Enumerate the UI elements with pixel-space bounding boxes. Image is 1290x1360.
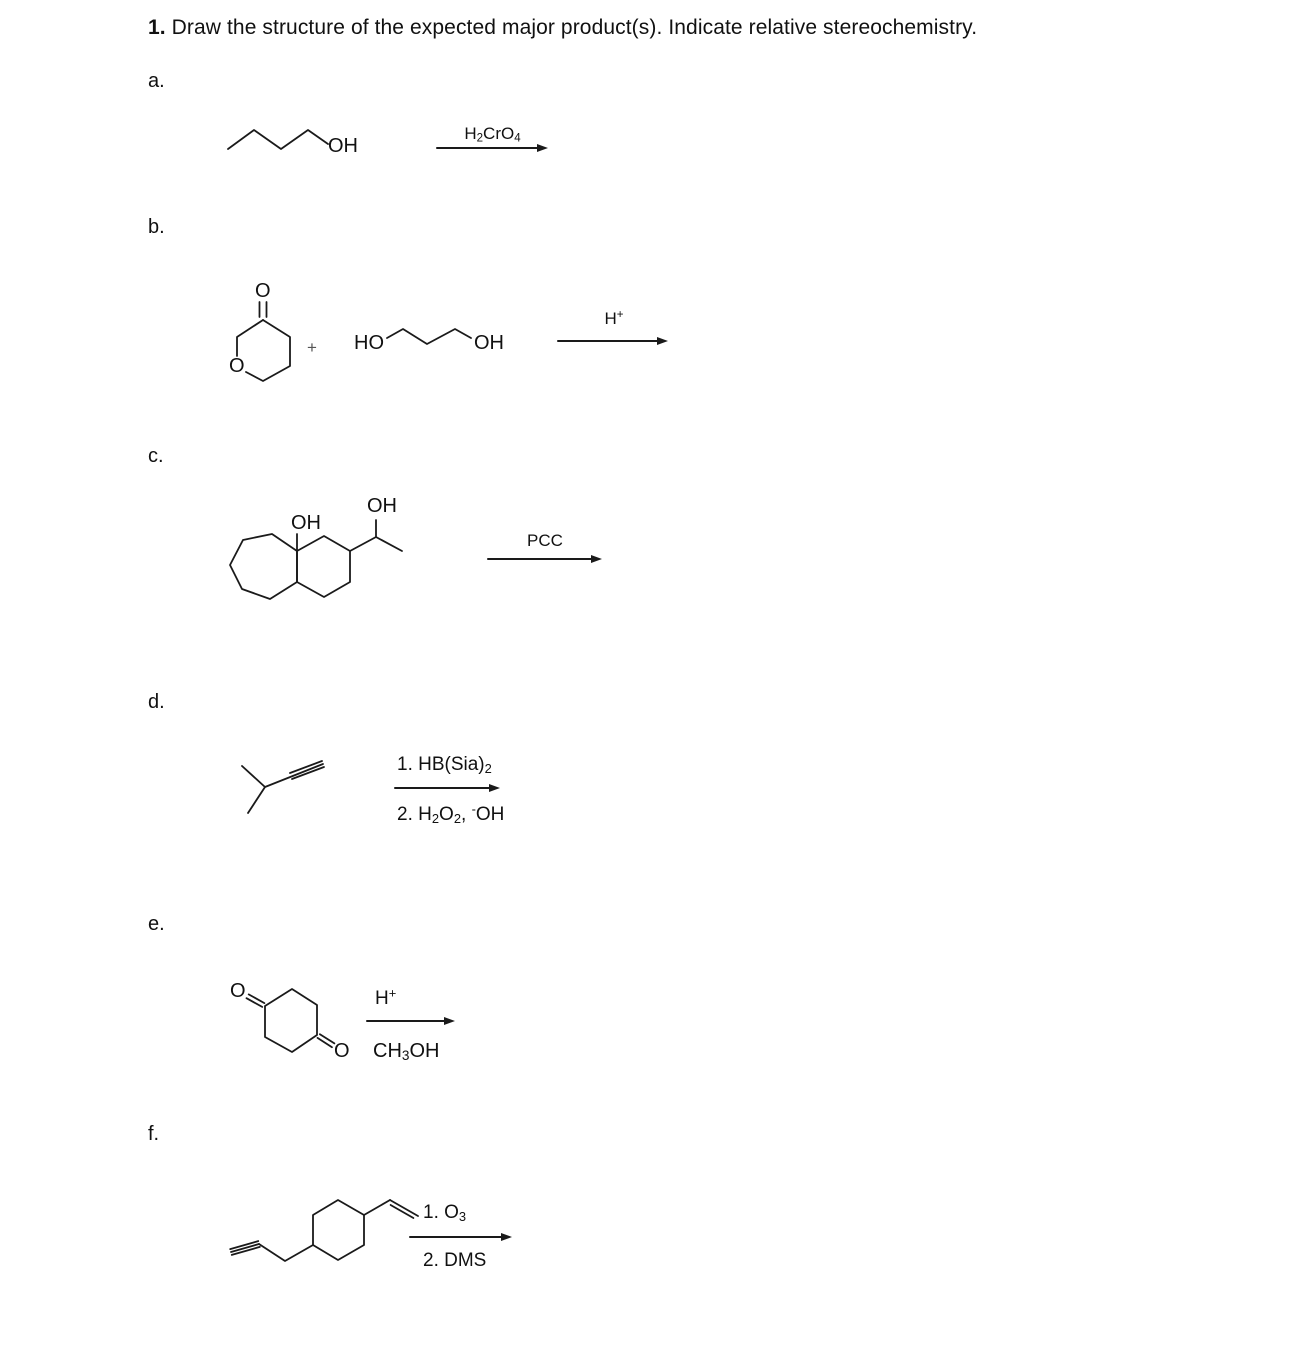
molecule-b-cyclic-ketone (237, 302, 290, 381)
question-text: Draw the structure of the expected major product(s). Indicate relative stereochemistry. (171, 16, 978, 39)
molecule-e-cyclohexanedione (247, 989, 335, 1052)
reagent-d-step1: 1. $HB(Sia)_2$ (397, 754, 492, 776)
atom-label-carbonyl-o-b: O (255, 280, 271, 302)
atom-label-oh-a: OH (328, 135, 358, 157)
atom-label-oh-b: OH (474, 332, 504, 354)
reagent-e-above: H+ (375, 985, 397, 1009)
atom-label-oh-side-c: OH (367, 495, 397, 517)
atom-label-ring-o-b: O (229, 355, 245, 377)
molecule-b-propanediol (387, 329, 471, 344)
atom-label-ho-b: HO (354, 332, 384, 354)
reagent-a-above: $H_2CrO_4$ (464, 124, 521, 145)
plus-sign-b: + (307, 338, 317, 357)
section-label-f: f. (148, 1123, 160, 1145)
reagent-f-step2: 2. DMS (423, 1250, 487, 1271)
atom-label-o-upper-e: O (230, 980, 246, 1002)
section-label-b: b. (148, 216, 165, 238)
atom-label-oh-ring-c: OH (291, 512, 321, 534)
section-label-d: d. (148, 691, 165, 713)
question-number: 1. (148, 16, 166, 39)
reagent-e-below: $CH_3OH$ (373, 1040, 440, 1063)
section-label-e: e. (148, 913, 165, 935)
section-label-c: c. (148, 445, 164, 467)
reagent-f-step1: 1. $O_3$ (423, 1202, 467, 1224)
reagent-c-above: PCC (527, 531, 563, 550)
molecule-a-butanol (228, 130, 328, 149)
reagent-b-above: H+ (604, 309, 624, 328)
question-title (148, 16, 977, 40)
atom-label-o-lower-e: O (334, 1040, 350, 1062)
molecule-d-methylbutyne (242, 761, 324, 813)
section-label-a: a. (148, 70, 165, 92)
molecule-f-vinyl-propargyl-cyclohexane (230, 1200, 418, 1261)
reagent-d-step2: 2. $H_2O_2$, -OH (397, 801, 505, 826)
